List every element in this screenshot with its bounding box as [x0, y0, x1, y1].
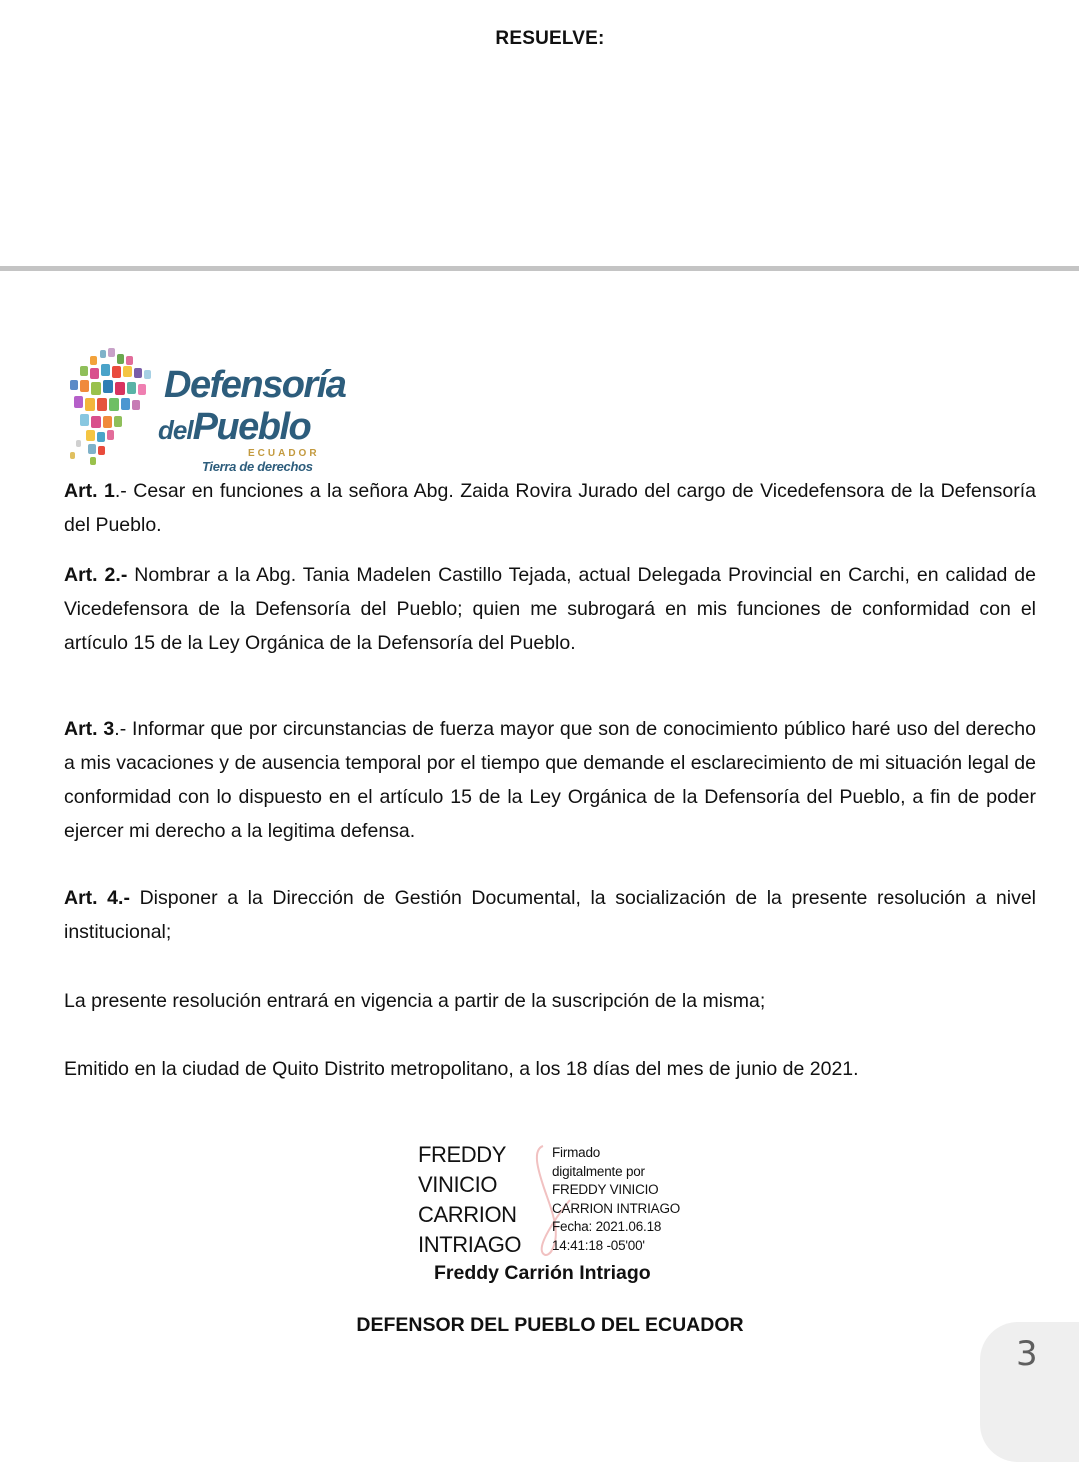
institution-logo — [60, 344, 346, 476]
logo-text-del: del — [158, 415, 193, 445]
top-heading: RESUELVE: — [495, 28, 605, 49]
signature-detail-line: FREDDY VINICIO — [552, 1182, 659, 1198]
article-2 — [64, 558, 1036, 660]
signature-name-line: INTRIAGO — [418, 1232, 522, 1257]
article-1-suffix: .- — [114, 480, 134, 502]
logo-tagline: Tierra de derechos — [202, 459, 313, 474]
article-2-label: Art. 2.- — [64, 564, 128, 586]
effective-clause: La presente resolución entrará en vigencia a partir de la suscripción de la misma; — [64, 990, 766, 1012]
article-2-text: Nombrar a la Abg. Tania Madelen Castillo Tejada, actual Delegada Provincial en Carchi, en calidad de Vicedefensora de la Defensoría del Pueblo; quien me subrogará en mis funciones de conformidad con el artículo 15 de la Ley Orgánica de la Defensoría del Pueblo. — [64, 564, 1036, 654]
signature-detail-line: 14:41:18 -05'00' — [552, 1237, 645, 1253]
article-1-text: Cesar en funciones a la señora Abg. Zaida Rovira Jurado del cargo de Vicedefensora de la Defensoría del Pueblo. — [64, 480, 1036, 536]
logo-country: ECUADOR — [248, 448, 320, 459]
article-3 — [64, 712, 1036, 848]
article-3-label: Art. 3 — [64, 718, 115, 740]
article-4 — [64, 881, 1036, 949]
signature-detail-line: Fecha: 2021.06.18 — [552, 1219, 662, 1235]
signature-name-line: FREDDY — [418, 1142, 507, 1167]
signer-name: Freddy Carrión Intriago — [434, 1262, 651, 1284]
page-divider — [0, 266, 1079, 271]
digital-signature — [418, 1140, 718, 1260]
article-4-text: Disponer a la Dirección de Gestión Documental, la socialización de la presente resolución a nivel institucional; — [64, 887, 1036, 943]
signature-name-lines — [418, 1140, 521, 1260]
article-3-text: Informar que por circunstancias de fuerza mayor que son de conocimiento público haré uso del derecho a mis vacaciones y de ausencia temporal por el tiempo que demande el esclarecimiento de mi situación legal de conformidad con lo dispuesto en el artículo 15 de la Ley Orgánica de la Defensoría del Pueblo, a fin de poder ejercer mi derecho a la legitima defensa. — [64, 718, 1036, 842]
article-1 — [64, 474, 1036, 542]
signature-name-line: CARRION — [418, 1202, 517, 1227]
people-map-icon — [60, 344, 170, 472]
signature-detail-line: digitalmente por — [552, 1163, 645, 1179]
logo-text-defensoria: Defensoría — [164, 364, 346, 406]
signature-name-line: VINICIO — [418, 1172, 498, 1197]
logo-text-pueblo-word: Pueblo — [192, 406, 311, 448]
signature-details — [552, 1144, 680, 1256]
signer-title: DEFENSOR DEL PUEBLO DEL ECUADOR — [356, 1314, 744, 1336]
logo-text-pueblo — [158, 408, 310, 446]
article-3-suffix: .- — [114, 718, 133, 740]
issued-clause: Emitido en la ciudad de Quito Distrito metropolitano, a los 18 días del mes de junio de 2021. — [64, 1058, 859, 1080]
page-number: 3 — [1016, 1334, 1038, 1374]
article-4-suffix — [130, 887, 140, 909]
article-1-label: Art. 1 — [64, 480, 115, 502]
signature-detail-line: Firmado — [552, 1145, 601, 1160]
article-4-label: Art. 4.- — [64, 887, 130, 909]
signature-detail-line: CARRION INTRIAGO — [552, 1200, 681, 1216]
